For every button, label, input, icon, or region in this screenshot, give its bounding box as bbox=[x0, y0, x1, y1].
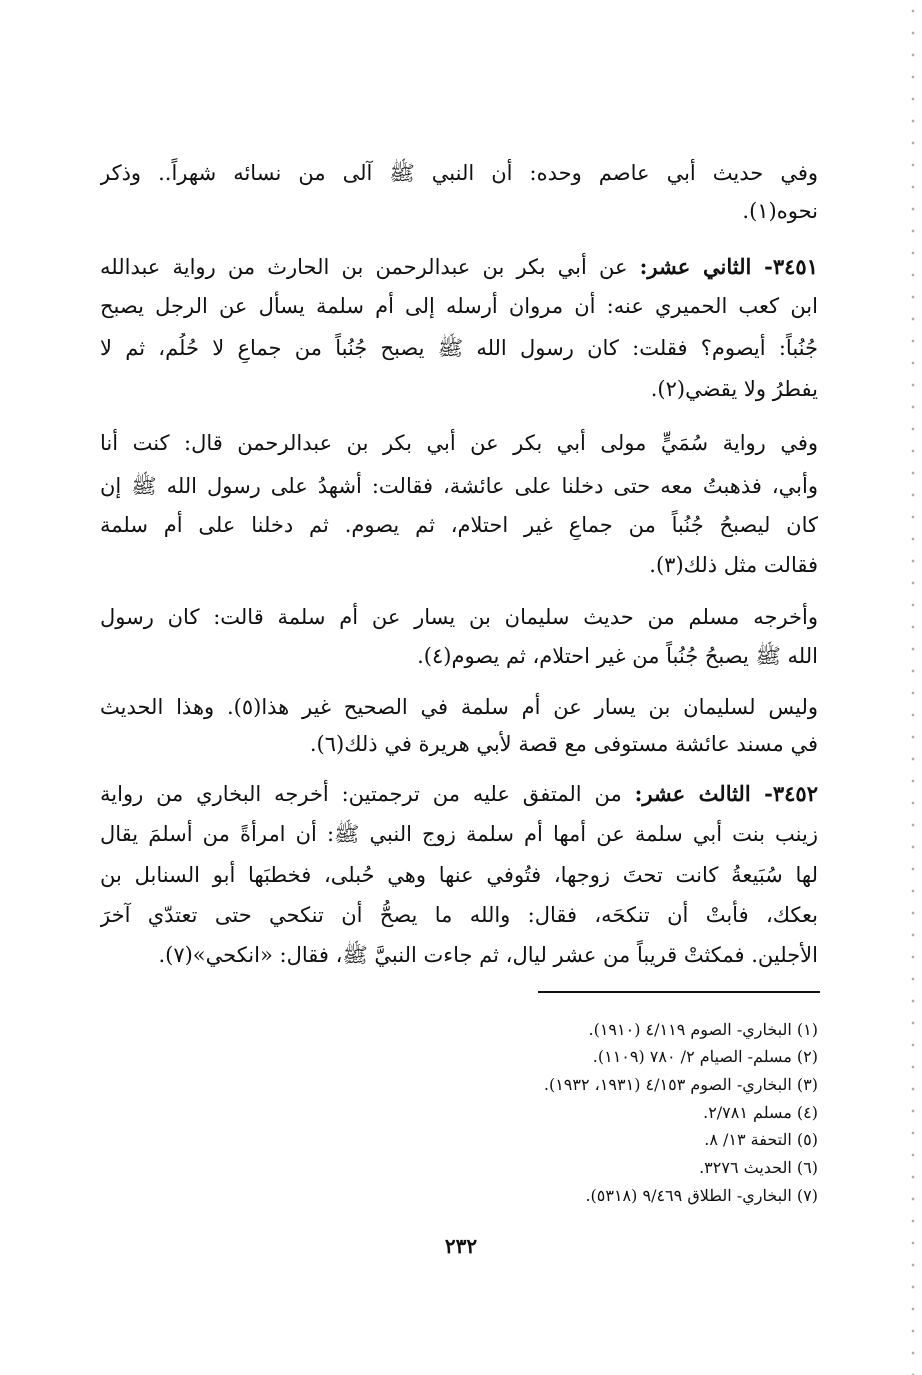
paragraph-4-line-2: الله ﷺ يصبحُ جُنُباً من غير احتلام، ثم يصوم(٤). bbox=[417, 644, 818, 668]
page-number: ٢٣٢ bbox=[444, 1234, 478, 1258]
footnote-2: (٢) مسلم- الصيام ٢/ ٧٨٠ (١١٠٩). bbox=[592, 1047, 818, 1066]
paragraph-5-line-2: في مسند عائشة مستوفى مع قصة لأبي هريرة في ذلك(٦). bbox=[309, 732, 818, 756]
paragraph-5-line-1: وليس لسليمان بن يسار عن أم سلمة في الصحيح غير هذا(٥). وهذا الحديث bbox=[100, 695, 818, 719]
footnote-separator bbox=[538, 991, 820, 993]
paragraph-3-line-3: كان ليصبحُ جُنُباً من جماعٍ غير احتلام، ثم يصوم. ثم دخلنا على أم سلمة bbox=[100, 513, 818, 537]
paragraph-6-line-5: الأجلين. فمكثتْ قريباً من عشر ليال، ثم جاءت النبيَّ ﷺ، فقال: «انكحي»(٧). bbox=[158, 943, 818, 967]
hadith-number-3451: ٣٤٥١- الثاني عشر: bbox=[639, 254, 818, 279]
footnote-5: (٥) التحفة ١٣/ ٨. bbox=[704, 1130, 818, 1149]
footnote-3: (٣) البخاري- الصوم ٤/١٥٣ (١٩٣١، ١٩٣٢). bbox=[543, 1075, 818, 1094]
paragraph-3-line-1: وفي رواية سُمَيٍّ مولى أبي بكر عن أبي بكر بن عبدالرحمن قال: كنت أنا bbox=[100, 431, 818, 455]
paragraph-2-line-4: يفطرُ ولا يقضي(٢). bbox=[650, 377, 818, 401]
hadith-number-3452: ٣٤٥٢- الثالث عشر: bbox=[634, 781, 818, 806]
footnote-1: (١) البخاري- الصوم ٤/١١٩ (١٩١٠). bbox=[588, 1020, 818, 1039]
paragraph-6-line-1-text: من المتفق عليه من ترجمتين: أخرجه البخاري من رواية bbox=[100, 782, 622, 806]
paragraph-6-line-1 bbox=[100, 779, 818, 809]
scan-edge-dots bbox=[910, 0, 916, 1375]
footnote-4: (٤) مسلم ٢/٧٨١. bbox=[703, 1103, 818, 1122]
paragraph-2-line-3: جُنُباً: أيصوم؟ فقلت: كان رسول الله ﷺ يصبح جُنُباً من جماعٍ لا حُلُم، ثم لا bbox=[100, 336, 818, 360]
paragraph-6-line-4: بعكك، فأبتْ أن تنكحَه، فقال: والله ما يصحُّ أن تنكحي حتى تعتدّي آخرَ bbox=[100, 903, 818, 927]
paragraph-1-line-2: نحوه(١). bbox=[742, 199, 818, 223]
paragraph-2-line-1 bbox=[100, 252, 818, 282]
footnote-6: (٦) الحديث ٣٢٧٦. bbox=[699, 1158, 818, 1177]
paragraph-2-line-2: ابن كعب الحميري عنه: أن مروان أرسله إلى أم سلمة يسأل عن الرجل يصبح bbox=[100, 294, 818, 318]
paragraph-3-line-2: وأبي، فذهبتُ معه حتى دخلنا على عائشة، فقالت: أشهدُ على رسول الله ﷺ إن bbox=[100, 474, 818, 498]
footnote-7: (٧) البخاري- الطلاق ٩/٤٦٩ (٥٣١٨). bbox=[585, 1186, 818, 1205]
paragraph-4-line-1: وأخرجه مسلم من حديث سليمان بن يسار عن أم سلمة قالت: كان رسول bbox=[100, 605, 818, 629]
paragraph-1-line-1: وفي حديث أبي عاصم وحده: أن النبي ﷺ آلى من نسائه شهراً.. وذكر bbox=[100, 161, 818, 185]
paragraph-6-line-3: لها سُبَيعةُ كانت تحتَ زوجها، فتُوفي عنها وهي حُبلى، فخطبَها أبو السنابل بن bbox=[100, 863, 818, 887]
paragraph-6-line-2: زينب بنت أبي سلمة عن أمها أم سلمة زوج النبي ﷺ: أن امرأةً من أسلمَ يقال bbox=[100, 822, 818, 846]
paragraph-2-line-1-text: عن أبي بكر بن عبدالرحمن بن الحارث من رواية عبدالله bbox=[100, 255, 628, 279]
paragraph-3-line-4: فقالت مثل ذلك(٣). bbox=[649, 553, 818, 577]
